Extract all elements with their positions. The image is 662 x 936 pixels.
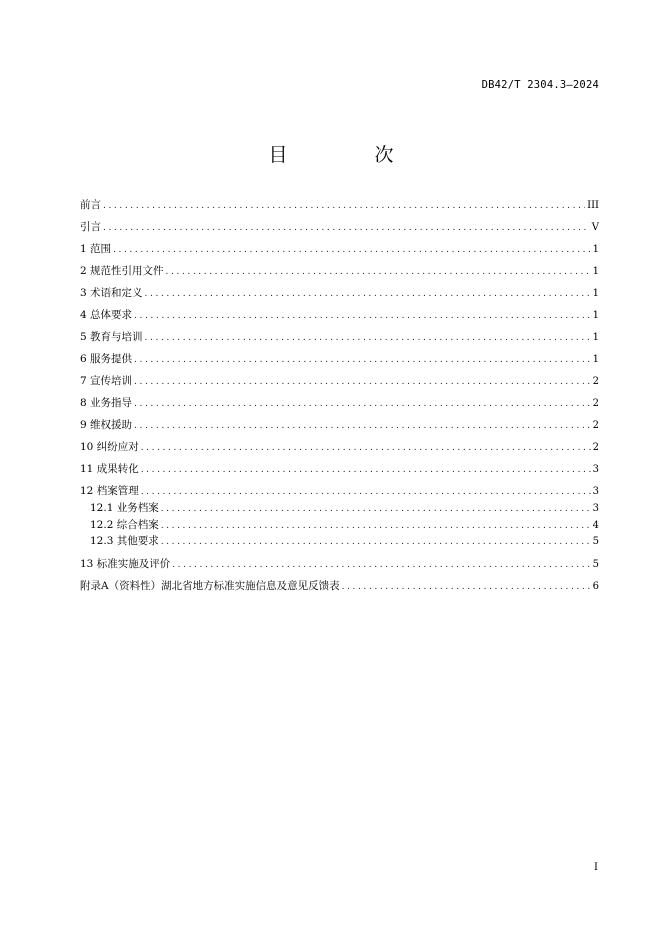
toc-entry[interactable] bbox=[80, 418, 599, 440]
dot-leader bbox=[145, 331, 591, 345]
dot-leader bbox=[134, 397, 591, 411]
dot-leader bbox=[134, 309, 591, 323]
toc-subentry[interactable] bbox=[80, 501, 599, 518]
toc-entry[interactable] bbox=[80, 374, 599, 396]
dot-leader bbox=[134, 419, 591, 433]
toc-entry-label: 12 档案管理 bbox=[80, 485, 139, 497]
dot-leader bbox=[141, 463, 591, 477]
toc-entry-label: 引言 bbox=[80, 221, 101, 233]
toc-entry[interactable] bbox=[80, 352, 599, 374]
dot-leader bbox=[103, 199, 585, 213]
toc-entry-page: 3 bbox=[592, 486, 599, 497]
toc-entry-label: 7 宣传培训 bbox=[80, 375, 133, 387]
toc-entry-page: 2 bbox=[592, 442, 599, 453]
toc-entry-page: 1 bbox=[592, 332, 599, 343]
toc-entry-label: 附录A（资料性）湖北省地方标准实施信息及意见反馈表 bbox=[80, 579, 340, 592]
toc-entry-page: 6 bbox=[592, 580, 599, 592]
toc-entry[interactable] bbox=[80, 557, 599, 579]
dot-leader bbox=[145, 287, 591, 301]
toc-entry[interactable] bbox=[80, 440, 599, 462]
toc-entry-label: 4 总体要求 bbox=[80, 309, 133, 321]
toc-entry-page: 1 bbox=[592, 244, 599, 255]
toc-entry-label: 12.3 其他要求 bbox=[90, 535, 159, 547]
page-title: 目 次 bbox=[268, 144, 428, 166]
toc-entry-page: 5 bbox=[592, 558, 599, 570]
toc-entry[interactable] bbox=[80, 264, 599, 286]
toc-subentry[interactable] bbox=[80, 534, 599, 551]
toc-entry-label: 前言 bbox=[80, 199, 101, 211]
dot-leader bbox=[141, 441, 591, 455]
toc-entry-label: 3 术语和定义 bbox=[80, 287, 143, 299]
table-of-contents bbox=[80, 198, 599, 601]
toc-entry-label: 1 范围 bbox=[80, 243, 112, 255]
toc-entry-label: 6 服务提供 bbox=[80, 353, 133, 365]
toc-entry-label: 10 纠纷应对 bbox=[80, 441, 139, 453]
toc-subentry[interactable] bbox=[80, 518, 599, 535]
page-number: I bbox=[594, 862, 598, 873]
toc-entry-label: 13 标准实施及评价 bbox=[80, 557, 171, 570]
toc-entry[interactable] bbox=[80, 242, 599, 264]
toc-entry[interactable] bbox=[80, 462, 599, 484]
toc-entry-label: 5 教育与培训 bbox=[80, 331, 143, 343]
toc-entry-label: 12.1 业务档案 bbox=[90, 502, 159, 514]
dot-leader bbox=[113, 243, 591, 257]
toc-entry[interactable] bbox=[80, 286, 599, 308]
toc-entry-page: 3 bbox=[592, 464, 599, 475]
toc-entry-page: 2 bbox=[592, 376, 599, 387]
toc-entry[interactable] bbox=[80, 198, 599, 220]
document-code: DB42/T 2304.3—2024 bbox=[481, 79, 599, 91]
dot-leader bbox=[141, 485, 591, 499]
toc-entry-page: 3 bbox=[592, 503, 599, 514]
toc-entry[interactable] bbox=[80, 308, 599, 330]
toc-entry-label: 8 业务指导 bbox=[80, 397, 133, 409]
toc-entry-page: 2 bbox=[592, 398, 599, 409]
dot-leader bbox=[161, 535, 591, 549]
toc-entry[interactable] bbox=[80, 330, 599, 352]
toc-entry[interactable] bbox=[80, 579, 599, 601]
toc-entry-page: 1 bbox=[592, 310, 599, 321]
toc-entry-page: 1 bbox=[592, 288, 599, 299]
toc-entry-page: 1 bbox=[592, 354, 599, 365]
dot-leader bbox=[134, 375, 591, 389]
toc-entry-label: 2 规范性引用文件 bbox=[80, 265, 164, 277]
toc-entry-label: 9 维权援助 bbox=[80, 419, 133, 431]
toc-entry[interactable] bbox=[80, 220, 599, 242]
toc-entry-label: 12.2 综合档案 bbox=[90, 518, 159, 531]
toc-entry-page: 4 bbox=[592, 519, 599, 531]
toc-entry[interactable] bbox=[80, 396, 599, 418]
dot-leader bbox=[172, 558, 590, 572]
dot-leader bbox=[161, 519, 591, 533]
dot-leader bbox=[161, 502, 591, 516]
dot-leader bbox=[103, 221, 590, 235]
dot-leader bbox=[134, 353, 591, 367]
toc-entry-page: 1 bbox=[592, 266, 599, 277]
toc-entry-label: 11 成果转化 bbox=[80, 463, 139, 475]
toc-entry-page: 5 bbox=[592, 536, 599, 547]
dot-leader bbox=[342, 580, 591, 594]
dot-leader bbox=[166, 265, 591, 279]
toc-entry-page: 2 bbox=[592, 420, 599, 431]
toc-entry-page: III bbox=[587, 200, 599, 211]
toc-entry-page: V bbox=[591, 222, 599, 233]
